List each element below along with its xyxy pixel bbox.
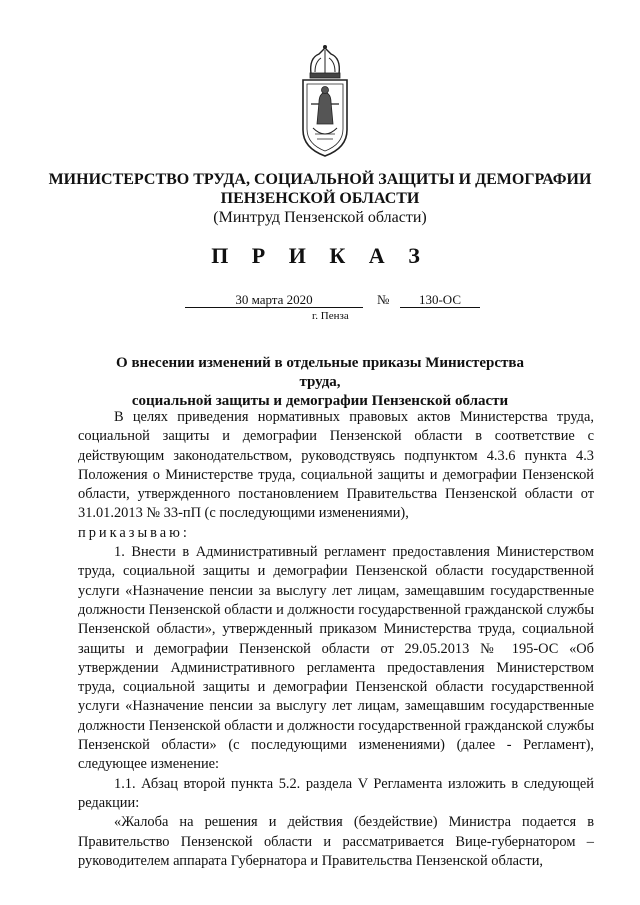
document-body	[78, 408, 594, 871]
clause-1: 1. Внести в Административный регламент предоставления Министерством труда, социальной защиты и демографии Пензенской области государственной услуги «Назначение пенсии за выслугу лет лицам, замещавшим государственные должности Пензенской области и должности государственной гражданской службы Пензенской области», утвержденный приказом Министерства труда, социальной защиты и демографии Пензенской области от 29.05.2013 № 195-ОС «Об утверждении Административного регламента предоставления Министерством труда, социальной защиты и демографии Пензенской области государственной услуги «Назначение пенсии за выслугу лет лицам, замещавшим государственные должности Пензенской области и должности государственной гражданской службы Пензенской области» (с последующими изменениями) (далее - Регламент), следующее изменение:	[78, 544, 594, 773]
order-word: приказываю:	[78, 524, 190, 541]
document-type-title: П Р И К А З	[211, 243, 429, 268]
header	[0, 170, 640, 228]
document-city: г. Пенза	[312, 310, 349, 322]
subject-line2: социальной защиты и демографии Пензенской области	[131, 393, 509, 409]
subject-line1: О внесении изменений в отдельные приказы Министерства труда,	[116, 355, 524, 390]
ministry-short-name: (Минтруд Пензенской области)	[213, 209, 427, 226]
document-meta	[185, 292, 485, 332]
coat-of-arms-icon	[297, 44, 353, 158]
document-date: 30 марта 2020	[185, 292, 363, 308]
clause-1-1: 1.1. Абзац второй пункта 5.2. раздела V Регламента изложить в следующей редакции:	[78, 775, 594, 811]
preamble-paragraph: В целях приведения нормативных правовых актов Министерства труда, социальной защиты и демографии Пензенской области в соответствие с действующим законодательством, руководствуясь подпунктом 4.3.6 пункта 4.3 Положения о Министерстве труда, социальной защиты и демографии Пензенской области, утвержденного постановлением Правительства Пензенской области от 31.01.2013 № 33-пП (с последующими изменениями),	[78, 409, 594, 522]
ministry-name-line1: МИНИСТЕРСТВО ТРУДА, СОЦИАЛЬНОЙ ЗАЩИТЫ И ДЕМОГРАФИИ	[48, 171, 592, 188]
quoted-text: «Жалоба на решения и действия (бездействие) Министра подается в Правительство Пензенской области и рассматривается Вице-губернатором – руководителем аппарата Губернатора и Правительства Пензенской области,	[78, 814, 594, 869]
ministry-name-line2: ПЕНЗЕНСКОЙ ОБЛАСТИ	[220, 190, 420, 207]
document-number: 130-ОС	[400, 292, 480, 308]
number-sign: №	[377, 292, 390, 307]
document-subject	[100, 354, 540, 411]
